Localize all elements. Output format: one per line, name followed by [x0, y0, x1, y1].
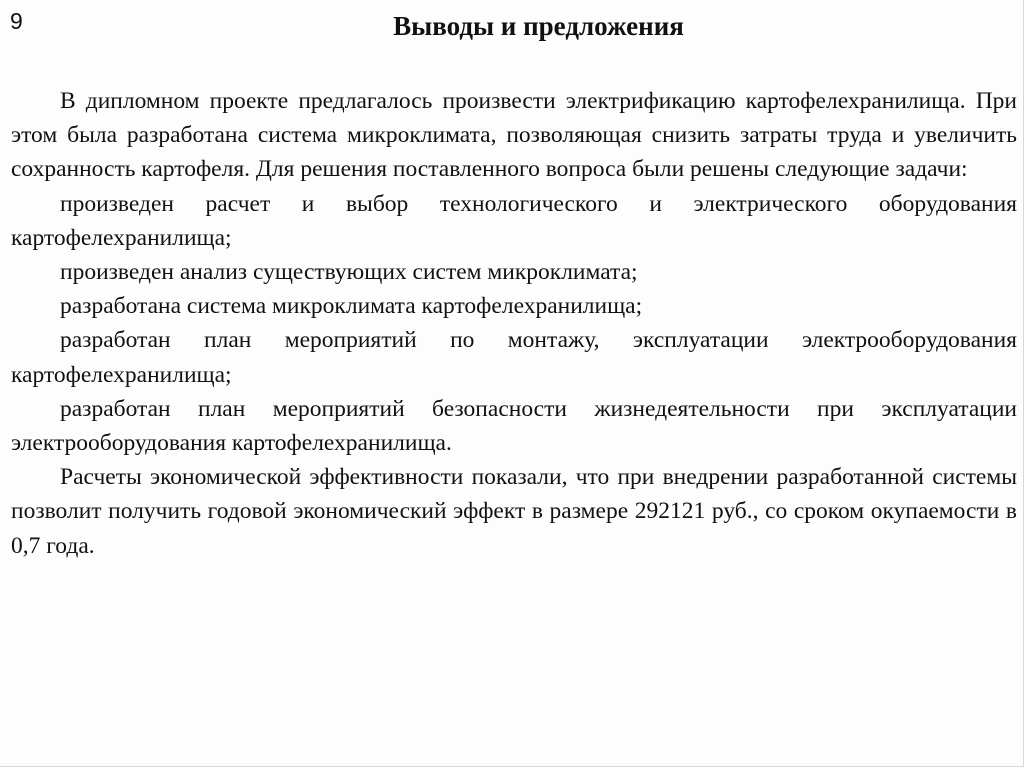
task-item-2 — [11, 255, 1017, 289]
task-text: разработан план мероприятий по монтажу, эксплуатации электрооборудования картофелехранилища; — [11, 327, 1017, 388]
task-item-4 — [11, 323, 1017, 391]
conclusion-paragraph: Расчеты экономической эффективности показали, что при внедрении разработанной системы позволит получить годовой экономический эффект в размере 292121 руб., со сроком окупаемости в 0,7 года. — [11, 464, 1017, 559]
slide-body — [11, 84, 1017, 563]
page-number: 9 — [10, 8, 23, 34]
task-item-5 — [11, 392, 1017, 460]
page-title: Выводы и предложения — [393, 11, 684, 41]
task-text: произведен анализ существующих систем микроклимата; — [60, 259, 638, 286]
task-item-1 — [11, 187, 1017, 255]
task-text: разработан план мероприятий безопасности жизнедеятельности при эксплуатации электрооборудования картофелехранилища. — [11, 395, 1017, 457]
task-item-3 — [11, 289, 1017, 323]
intro-paragraph: В дипломном проекте предлагалось произвести электрификацию картофелехранилища. При этом была разработана система микроклимата, позволяющая снизить затраты труда и увеличить сохранность картофеля. Для решения поставленного вопроса были решены следующие задачи: — [11, 88, 1017, 183]
task-text: произведен расчет и выбор технологического и электрического оборудования картофелехранилища; — [11, 190, 1017, 251]
task-text: разработана система микроклимата картофелехранилища; — [60, 293, 643, 320]
task-list — [11, 187, 1017, 461]
